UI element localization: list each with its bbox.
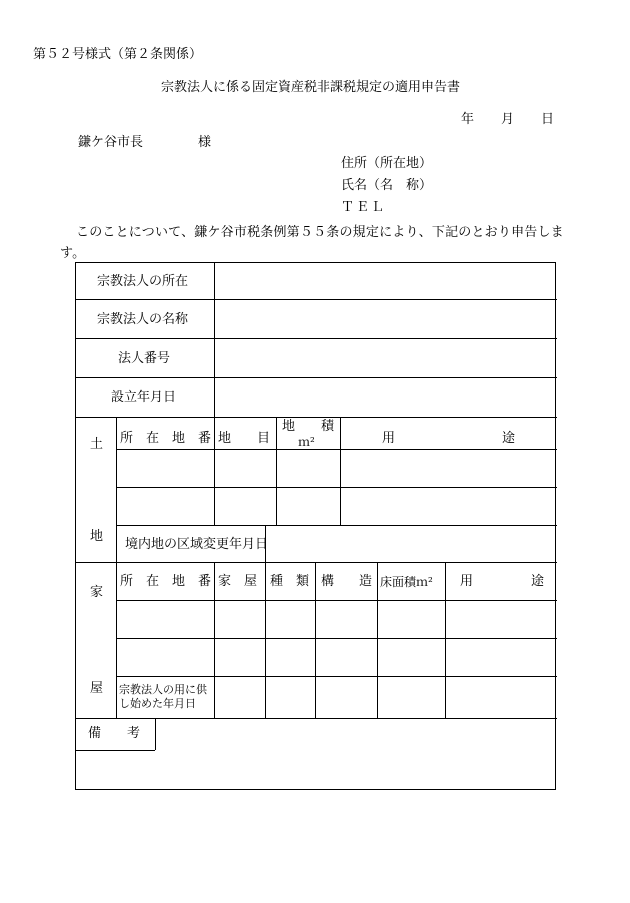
land-row2-category[interactable] (215, 488, 276, 525)
applicant-address-label: 住所（所在地） (341, 156, 433, 171)
remarks-field[interactable] (77, 751, 556, 789)
land-row2-location[interactable] (117, 488, 214, 525)
land-col-category: 地 目 (218, 431, 271, 446)
land-row2-use[interactable] (341, 488, 556, 525)
religious-corp-name-field[interactable] (215, 300, 556, 338)
corp-number-field[interactable] (215, 339, 556, 377)
land-section-char-bottom: 地 (90, 529, 104, 544)
house-row1-location[interactable] (117, 601, 214, 638)
house-row1-house-type[interactable] (215, 601, 315, 638)
house-col-house-type: 家 屋 種 類 (218, 574, 310, 589)
land-col-area-top: 地 積 (282, 419, 335, 434)
land-col-use-right: 途 (502, 431, 516, 446)
use-start-date-field[interactable] (215, 677, 556, 718)
established-date-label: 設立年月日 (111, 390, 177, 405)
applicant-name-label: 氏名（名 称） (341, 178, 433, 193)
corp-number-label: 法人番号 (118, 351, 171, 366)
document-title: 宗教法人に係る固定資産税非課税規定の適用申告書 (161, 80, 461, 95)
house-col-use-left: 用 (460, 574, 474, 589)
house-col-structure-left: 構 (321, 574, 335, 589)
house-col-floor-area: 床面積ｍ² (380, 575, 433, 589)
land-row2-area[interactable] (277, 488, 340, 525)
religious-corp-location-field[interactable] (215, 264, 556, 299)
application-form-table (75, 262, 556, 790)
house-row2-house-type[interactable] (215, 639, 315, 676)
land-col-area-unit: ｍ² (298, 435, 315, 449)
precinct-change-date-label: 境内地の区域変更年月日 (125, 537, 269, 552)
land-col-use-left: 用 (382, 431, 396, 446)
house-section-char-top: 家 (90, 585, 104, 600)
applicant-tel-label: ＴＥＬ (341, 200, 387, 215)
land-row1-use[interactable] (341, 450, 556, 487)
house-row1-structure[interactable] (316, 601, 377, 638)
house-row2-location[interactable] (117, 639, 214, 676)
form-number: 第５２号様式（第２条関係） (33, 47, 203, 62)
house-row2-floor-area[interactable] (378, 639, 445, 676)
house-col-location: 所 在 地 番 (120, 574, 212, 589)
date-month: 月 (501, 112, 515, 127)
precinct-change-date-field[interactable] (266, 526, 556, 562)
date-year: 年 (461, 112, 475, 127)
land-row1-area[interactable] (277, 450, 340, 487)
land-col-location: 所 在 地 番 (120, 431, 212, 446)
land-row1-location[interactable] (117, 450, 214, 487)
house-col-structure-right: 造 (359, 574, 373, 589)
remarks-label: 備 考 (88, 726, 141, 741)
use-start-date-label: 宗教法人の用に供し始めた年月日 (119, 683, 207, 710)
land-section-char-top: 土 (90, 437, 104, 452)
house-col-use-right: 途 (531, 574, 545, 589)
statement: このことについて、鎌ケ谷市税条例第５５条の規定により、下記のとおり申告します。 (60, 225, 564, 261)
addressee-name: 鎌ケ谷市長 (78, 135, 144, 150)
religious-corp-name-label: 宗教法人の名称 (97, 312, 189, 327)
addressee-honorific: 様 (198, 135, 212, 150)
house-row2-use[interactable] (446, 639, 556, 676)
land-row1-category[interactable] (215, 450, 276, 487)
date-day: 日 (541, 112, 555, 127)
house-section-char-bottom: 屋 (90, 681, 104, 696)
established-date-field[interactable] (215, 378, 556, 417)
house-row2-structure[interactable] (316, 639, 377, 676)
house-row1-floor-area[interactable] (378, 601, 445, 638)
house-row1-use[interactable] (446, 601, 556, 638)
religious-corp-location-label: 宗教法人の所在 (97, 274, 189, 289)
